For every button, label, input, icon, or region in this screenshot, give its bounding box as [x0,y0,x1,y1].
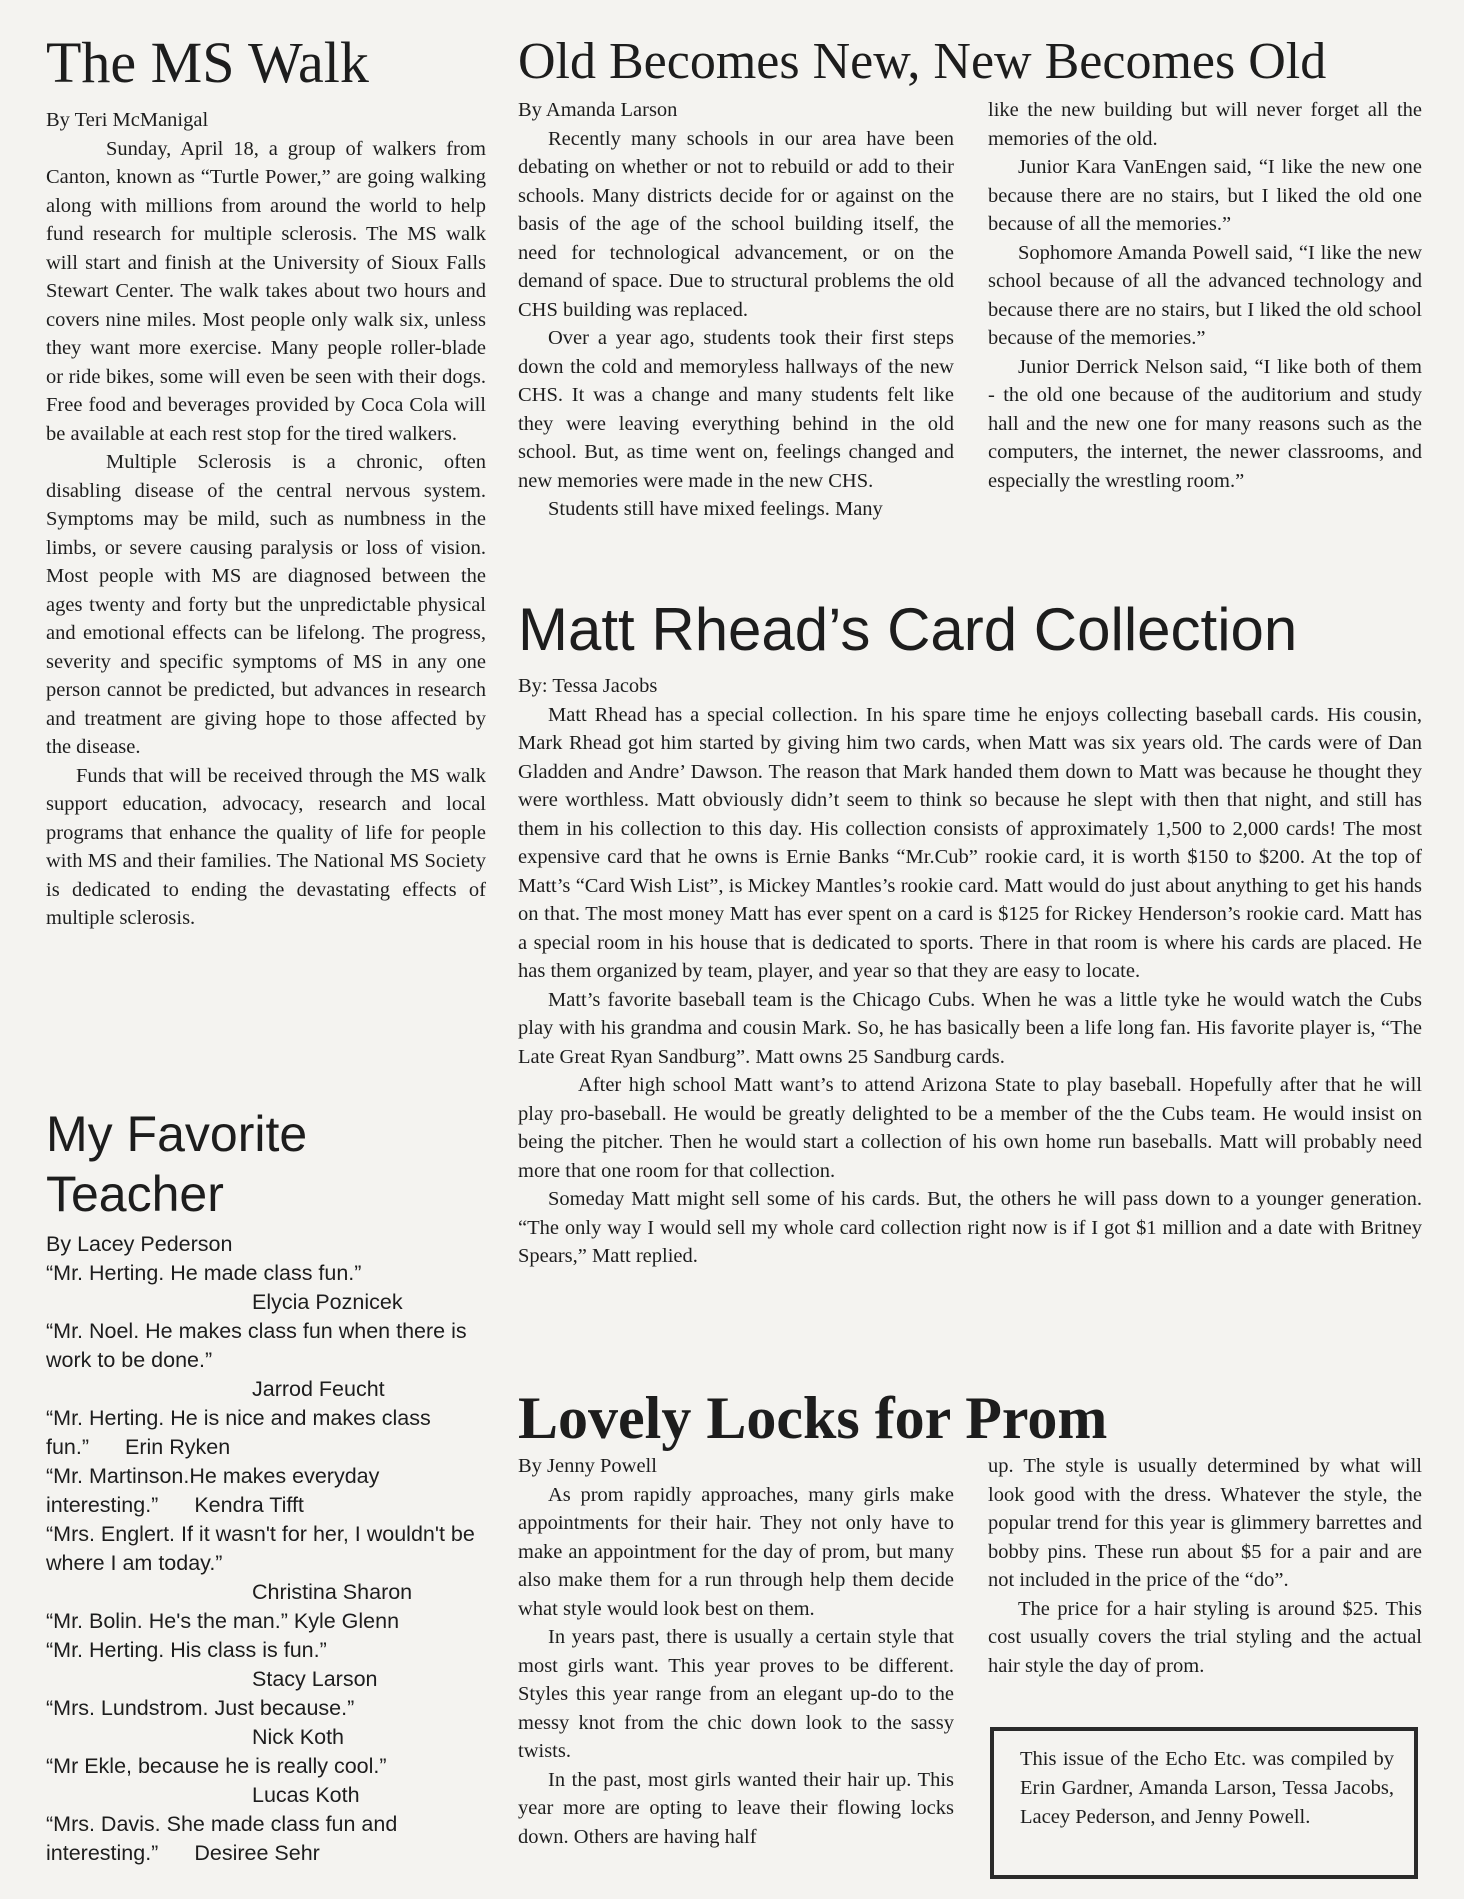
teacher-quote: “Mrs. Englert. If it wasn't for her, I wouldn't be where I am today.” [46,1522,475,1575]
ms-walk-article [46,30,486,933]
lovely-locks-paragraph: In years past, there is usually a certain style that most girls want. This year proves to be different. Styles this year range from an elegant up-do to the messy knot from the chic down look to the sassy twists. [518,1626,954,1762]
teacher-quote: “Mrs. Lundstrom. Just because.” [46,1696,355,1720]
issue-credits-box [990,1727,1418,1879]
lovely-locks-paragraph: As prom rapidly approaches, many girls make appointments for their hair. They not only have to make an appointment for the day of prom, but many also make them for a run through help them decide what style would look best on them. [518,1483,954,1620]
student-name: Christina Sharon [252,1580,413,1604]
teacher-quote: “Mrs. Davis. She made class fun and interesting.” [46,1812,398,1865]
teacher-quote-with-name [46,1462,486,1520]
student-name: Desiree Sehr [194,1841,320,1865]
teacher-quote: “Mr. Herting. He made class fun.” [46,1261,362,1285]
teacher-quote: “Mr. Herting. He is nice and makes class fun.” [46,1406,431,1459]
student-name: Nick Koth [252,1725,345,1749]
lovely-locks-paragraph: The price for a hair styling is around $25. This cost usually covers the trial styling and the actual hair style the day of prom. [988,1597,1422,1677]
teacher-quote-with-name [46,1404,486,1462]
old-new-article [518,33,1422,524]
old-new-paragraph: Students still have mixed feelings. Many [548,498,883,520]
student-name: Erin Ryken [125,1435,231,1459]
ms-walk-title: The MS Walk [46,30,369,95]
favorite-teacher-title-line1: My Favorite [46,1106,308,1162]
old-new-paragraph: Junior Kara VanEngen said, “I like the new one because there are no stairs, but I liked the old one because of all the memories.” [988,156,1422,235]
teacher-quote-with-name [46,1810,486,1868]
old-new-columns [518,96,1422,524]
card-collection-paragraph: Matt’s favorite baseball team is the Chicago Cubs. When he was a little tyke he would watch the Cubs play with his grandma and cousin Mark. So, he has basically been a life long fan. His favorite player is, “The Late Great Ryan Sandburg”. Matt owns 25 Sandburg cards. [518,988,1422,1068]
ms-walk-byline: By Teri McManigal [46,109,209,131]
teacher-quote: “Mr. Herting. His class is fun.” [46,1638,327,1662]
ms-walk-paragraph: Sunday, April 18, a group of walkers from Canton, known as “Turtle Power,” are going walking along with millions from around the world to help fund research for multiple sclerosis. The MS walk will start and finish at the University of Sioux Falls Stewart Center. The walk takes about two hours and covers nine miles. Most people only walk six, unless they want more exercise. Many people roller-blade or ride bikes, some will even be seen with their dogs. Free food and beverages provided by Coca Cola will be available at each rest stop for the tired walkers. [46,137,486,445]
card-collection-paragraph: After high school Matt want’s to attend Arizona State to play baseball. Hopefully after that he will play pro-baseball. He would be greatly delighted to be a member of the the Cubs team. He would insist on being the pitcher. Then he would start a collection of his own home run baseballs. Matt will probably need more that one room for that collection. [518,1074,1422,1182]
favorite-teacher-list [46,1230,486,1868]
issue-credits-text: This issue of the Echo Etc. was compiled by Erin Gardner, Amanda Larson, Tessa Jacobs, Lacey Pederson, and Jenny Powell. [1020,1748,1394,1828]
student-name: Jarrod Feucht [252,1377,385,1401]
card-collection-paragraph: Someday Matt might sell some of his cards. But, the others he will pass down to a younger generation. “The only way I would sell my whole card collection right now is if I got $1 million and a date with Britney Spears,” Matt replied. [518,1188,1422,1267]
favorite-teacher-article [46,1104,486,1868]
teacher-quote: “Mr. Martinson.He makes everyday interesting.” [46,1464,380,1517]
student-name: Kyle Glenn [293,1609,400,1633]
ms-walk-paragraph: Funds that will be received through the MS walk support education, advocacy, research and local programs that enhance the quality of life for people with MS and their families. The National MS Society is dedicated to ending the devastating effects of multiple sclerosis. [46,764,486,929]
old-new-right-column [988,96,1422,524]
teacher-quote-with-name [46,1607,486,1636]
card-collection-body [518,701,1422,1271]
student-name: Lucas Koth [252,1783,360,1807]
lovely-locks-title: Lovely Locks for Prom [518,1385,1108,1451]
old-new-paragraph: like the new building but will never forget all the memories of the old. [988,99,1422,150]
old-new-paragraph: Over a year ago, students took their first steps down the cold and memoryless hallways of the new CHS. It was a change and many students felt like they were leaving everything behind in the old school. But, as time went on, feelings changed and new memories were made in the new CHS. [518,327,954,492]
old-new-title: Old Becomes New, New Becomes Old [518,33,1327,90]
lovely-locks-byline: By Jenny Powell [518,1455,657,1477]
card-collection-article [518,596,1422,1271]
lovely-locks-left-column [518,1452,954,1851]
card-collection-title: Matt Rhead’s Card Collection [518,596,1298,663]
old-new-paragraph: Junior Derrick Nelson said, “I like both of them - the old one because of the auditorium and study hall and the new one for many reasons such as the computers, the internet, the newer classrooms, and especially the wrestling room.” [988,355,1422,492]
favorite-teacher-title-line2: Teacher [46,1166,224,1222]
card-collection-byline: By: Tessa Jacobs [518,675,658,697]
old-new-left-column [518,96,954,524]
favorite-teacher-byline: By Lacey Pederson [46,1232,233,1256]
card-collection-paragraph: Matt Rhead has a special collection. In his spare time he enjoys collecting baseball cards. His cousin, Mark Rhead got him started by giving him two cards, when Matt was six years old. The cards were of Dan Gladden and Andre’ Dawson. The reason that Mark handed them down to Matt was because he thought they were worthless. Matt obviously didn’t seem to think so because he slept with then that night, and still has them in his collection to this day. His collection consists of approximately 1,500 to 2,000 cards! The most expensive card that he owns is Ernie Banks “Mr.Cub” rookie card, it is worth $150 to $200. At the top of Matt’s “Card Wish List”, is Mickey Mantles’s rookie card. Matt would do just about anything to get his hands on that. The most money Matt has ever spent on a card is $125 for Rickey Henderson’s rookie card. Matt has a special room in his house that is dedicated to sports. There in that room is where his cards are placed. He has them organized by team, player, and year so that they are easy to locate. [518,703,1422,982]
lovely-locks-paragraph: up. The style is usually determined by what will look good with the dress. Whatever the style, the popular trend for this year is glimmery barrettes and bobby pins. These run about $5 for a pair and are not included in the price of the “do”. [988,1455,1422,1591]
ms-walk-paragraph: Multiple Sclerosis is a chronic, often disabling disease of the central nervous system. Symptoms may be mild, such as numbness in the limbs, or severe causing paralysis or loss of vision. Most people with MS are diagnosed between the ages twenty and forty but the unpredictable physical and emotional effects can be lifelong. The progress, severity and specific symptoms of MS in any one person cannot be predicted, but advances in research and treatment are giving hope to those affected by the disease. [46,451,486,758]
student-name: Stacy Larson [252,1667,378,1691]
student-name: Elycia Poznicek [252,1290,403,1314]
teacher-quote: “Mr Ekle, because he is really cool.” [46,1754,387,1778]
old-new-byline: By Amanda Larson [518,99,678,121]
old-new-paragraph: Sophomore Amanda Powell said, “I like the new school because of all the advanced technology and because there are no stairs, but I liked the old school because of the memories.” [988,241,1422,349]
teacher-quote: “Mr. Noel. He makes class fun when there is work to be done.” [46,1319,467,1372]
teacher-quote: “Mr. Bolin. He's the man.” [46,1609,288,1633]
lovely-locks-paragraph: In the past, most girls wanted their hair up. This year more are opting to leave their flowing locks down. Others are having half [518,1768,954,1848]
old-new-paragraph: Recently many schools in our area have been debating on whether or not to rebuild or add to their schools. Many districts decide for or against on the basis of the age of the school building itself, the need for technological advancement, or on the demand of space. Due to structural problems the old CHS building was replaced. [518,127,954,321]
ms-walk-body [46,135,486,933]
favorite-teacher-title [46,1104,486,1224]
student-name: Kendra Tifft [194,1493,304,1517]
